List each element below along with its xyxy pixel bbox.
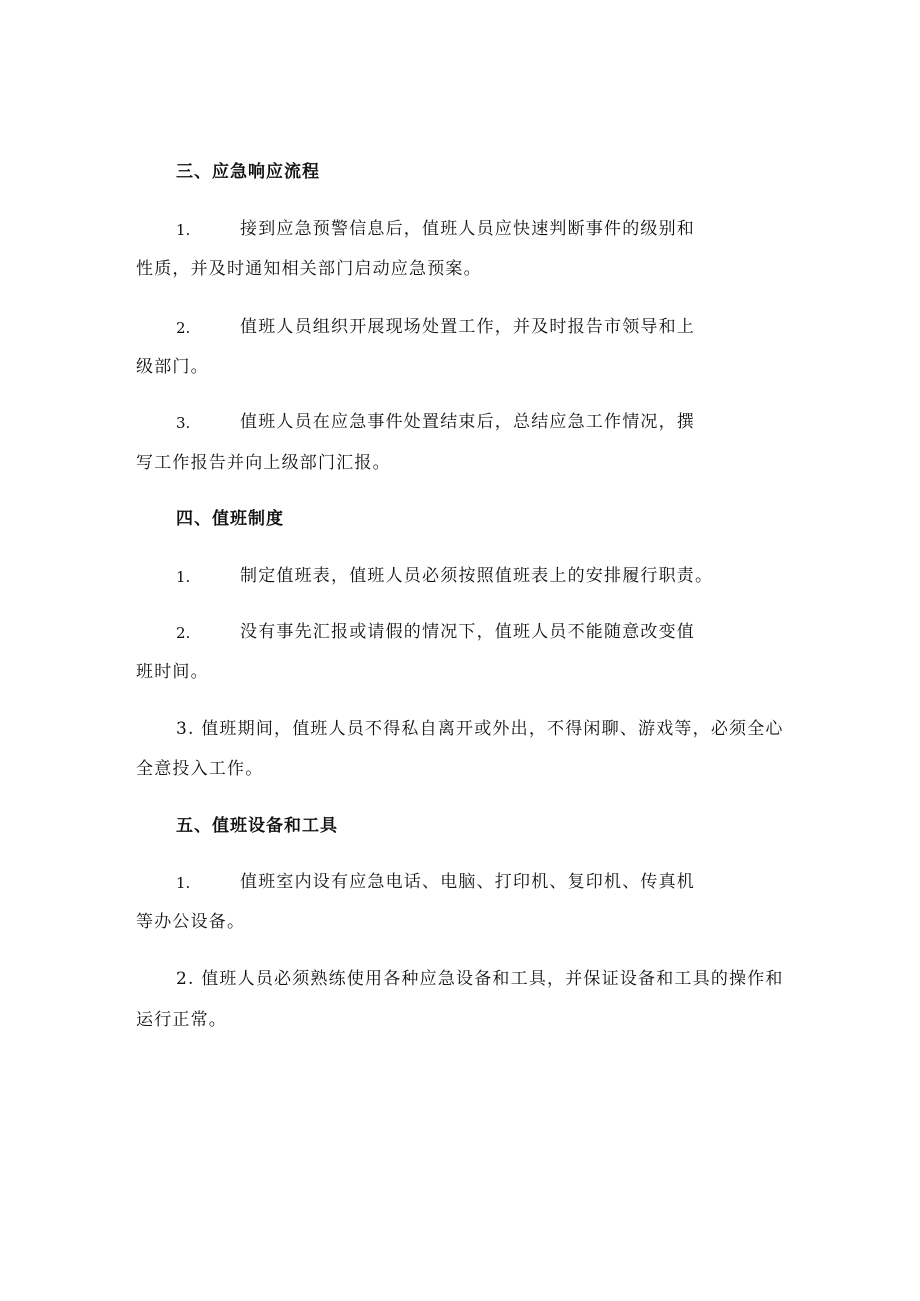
section-heading-equipment: 五、值班设备和工具 — [176, 816, 338, 836]
section-heading-duty-system: 四、值班制度 — [176, 509, 284, 529]
section-heading-emergency-response: 三、应急响应流程 — [176, 162, 320, 182]
item-text: 值班人员组织开展现场处置工作，并及时报告市领导和上 — [240, 317, 695, 337]
item-text: 接到应急预警信息后，值班人员应快速判断事件的级别和 — [240, 219, 695, 239]
item-number: 1. — [176, 221, 191, 239]
item-number: 1. — [176, 874, 191, 892]
item-number: 2. — [176, 624, 191, 642]
item-text-continued: 级部门。 — [136, 357, 209, 377]
item-text: 值班人员在应急事件处置结束后，总结应急工作情况，撰 — [240, 412, 695, 432]
item-text-continued: 班时间。 — [136, 662, 209, 682]
item-number: 2. — [176, 319, 191, 337]
item-text-continued: 性质，并及时通知相关部门启动应急预案。 — [136, 259, 482, 279]
item-number: 1. — [176, 568, 191, 586]
item-text: 制定值班表，值班人员必须按照值班表上的安排履行职责。 — [240, 566, 714, 586]
item-text-continued: 等办公设备。 — [136, 912, 246, 932]
item-text-continued: 全意投入工作。 — [136, 759, 264, 779]
item-text: 没有事先汇报或请假的情况下，值班人员不能随意改变值 — [240, 622, 695, 642]
item-text: 2. 值班人员必须熟练使用各种应急设备和工具，并保证设备和工具的操作和 — [176, 969, 784, 989]
item-text: 3. 值班期间，值班人员不得私自离开或外出，不得闲聊、游戏等，必须全心 — [176, 719, 784, 739]
item-text-continued: 运行正常。 — [136, 1010, 227, 1030]
item-text-continued: 写工作报告并向上级部门汇报。 — [136, 453, 391, 473]
item-number: 3. — [176, 414, 191, 432]
item-text: 值班室内设有应急电话、电脑、打印机、复印机、传真机 — [240, 872, 695, 892]
